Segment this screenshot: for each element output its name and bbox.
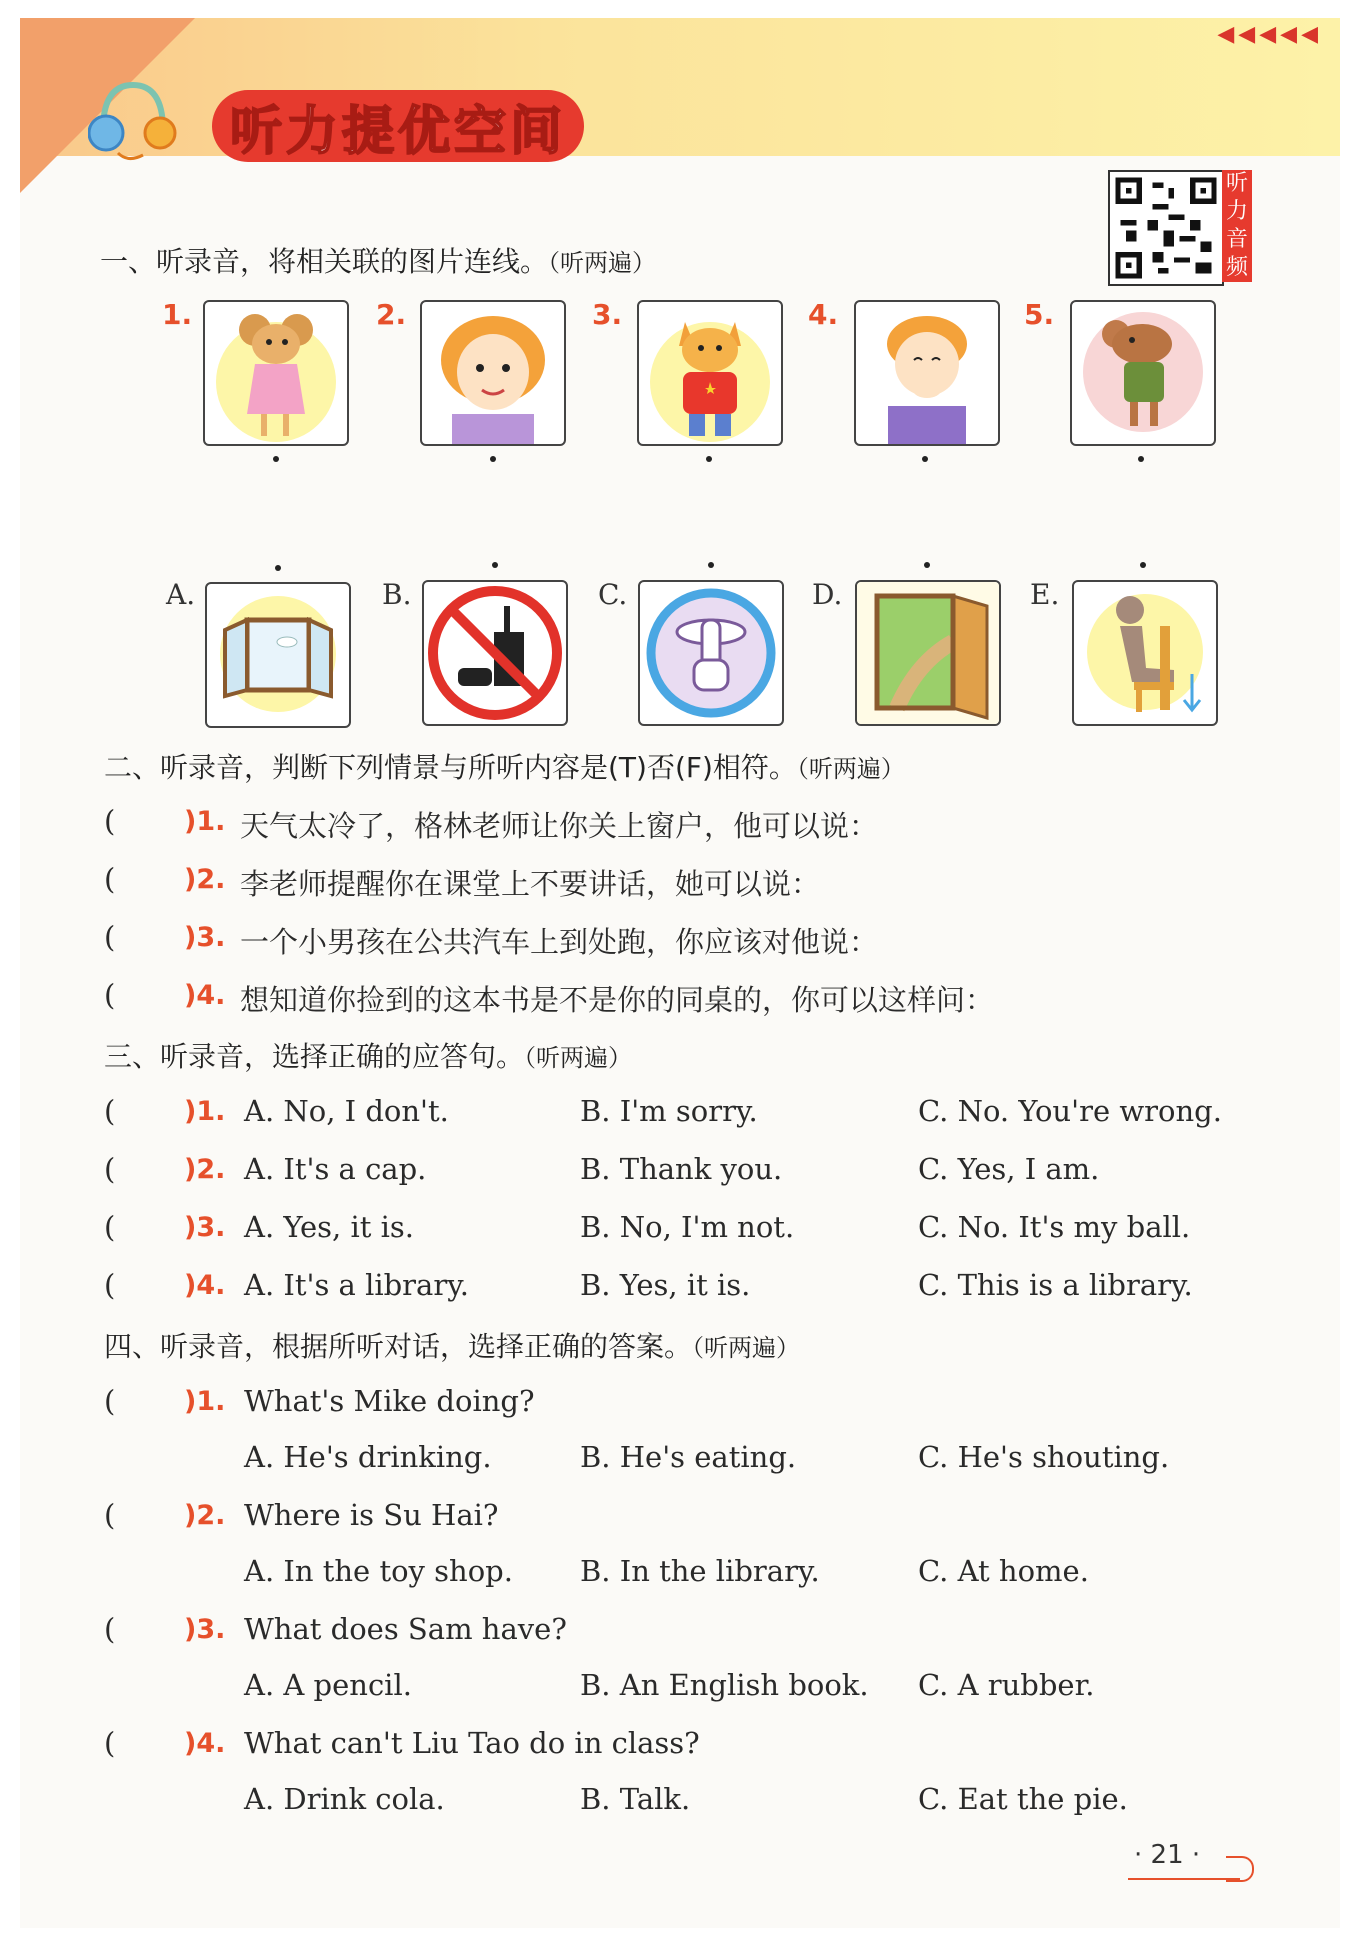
picture-number: 4. [808,298,839,331]
picture-cat [637,300,783,446]
option-b: B. Yes, it is. [580,1268,751,1302]
option-b: B. Talk. [580,1782,691,1816]
match-dot[interactable] [273,456,279,462]
option-c: C. A rubber. [918,1668,1095,1702]
question-text: Where is Su Hai? [244,1498,499,1532]
picture-sit-down [1072,580,1218,726]
picture-letter: E. [1030,578,1060,611]
question-text: 想知道你捡到的这本书是不是你的同桌的，你可以这样问： [240,983,995,1017]
option-c: C. No. You're wrong. [918,1094,1222,1128]
option-a: A. It's a cap. [244,1152,427,1186]
section2-title: 二、听录音，判断下列情景与所听内容是(T)否(F)相符。（听两遍） [104,751,905,784]
answer-blank[interactable]: ( [104,1210,116,1244]
option-b: B. No, I'm not. [580,1210,795,1244]
answer-blank[interactable]: ( [104,1384,116,1418]
match-dot[interactable] [922,456,928,462]
question-number: )1. [184,806,226,837]
qr-label: 听 力 音 频 [1222,170,1252,282]
question-number: )3. [184,922,226,953]
qr-code-icon[interactable] [1108,170,1224,286]
question-number: )2. [184,1154,226,1185]
option-a: A. He's drinking. [244,1440,492,1474]
option-a: A. A pencil. [244,1668,412,1702]
page-title-text: 听力提优空间 [230,101,567,162]
option-a: A. In the toy shop. [244,1554,513,1588]
option-a: A. Yes, it is. [244,1210,415,1244]
option-c: C. Eat the pie. [918,1782,1128,1816]
section3-title: 三、听录音，选择正确的应答句。（听两遍） [104,1040,633,1073]
question-text: 李老师提醒你在课堂上不要讲话，她可以说： [240,867,821,901]
answer-blank[interactable]: ( [104,1612,116,1646]
picture-boy [854,300,1000,446]
section1-title: 一、听录音，将相关联的图片连线。（听两遍） [100,245,657,278]
option-c: C. Yes, I am. [918,1152,1100,1186]
option-c: C. At home. [918,1554,1089,1588]
question-number: )2. [184,864,226,895]
no-food-drink-sign-icon [422,580,568,726]
answer-blank[interactable]: ( [104,1094,116,1128]
option-a: A. It's a library. [244,1268,469,1302]
question-text: What does Sam have? [244,1612,567,1646]
picture-door [855,580,1001,726]
question-number: )3. [184,1212,226,1243]
question-text: 一个小男孩在公共汽车上到处跑，你应该对他说： [240,925,879,959]
question-text: What can't Liu Tao do in class? [244,1726,700,1760]
picture-number: 3. [592,298,623,331]
match-dot[interactable] [1138,456,1144,462]
answer-blank[interactable]: ( [104,804,116,838]
page-title [212,90,584,162]
question-text: What's Mike doing? [244,1384,535,1418]
quiet-sign-icon [638,580,784,726]
option-a: A. No, I don't. [244,1094,449,1128]
question-number: )3. [184,1614,226,1645]
match-dot[interactable] [1140,562,1146,568]
arrow-decoration-icon: ◀◀◀◀◀ [1217,22,1322,47]
option-b: B. In the library. [580,1554,820,1588]
option-b: B. An English book. [580,1668,869,1702]
question-number: )4. [184,1270,226,1301]
option-b: B. I'm sorry. [580,1094,758,1128]
answer-blank[interactable]: ( [104,1268,116,1302]
question-number: )4. [184,980,226,1011]
option-b: B. Thank you. [580,1152,783,1186]
answer-blank[interactable]: ( [104,920,116,954]
picture-window [205,582,351,728]
answer-blank[interactable]: ( [104,978,116,1012]
option-c: C. He's shouting. [918,1440,1170,1474]
match-dot[interactable] [708,562,714,568]
match-dot[interactable] [490,456,496,462]
headphone-icon [88,75,178,165]
picture-number: 2. [376,298,407,331]
section4-title: 四、听录音，根据所听对话，选择正确的答案。（听两遍） [104,1330,801,1363]
picture-letter: D. [812,578,843,611]
question-number: )4. [184,1728,226,1759]
answer-blank[interactable]: ( [104,1498,116,1532]
answer-blank[interactable]: ( [104,1152,116,1186]
match-dot[interactable] [275,565,281,571]
match-dot[interactable] [706,456,712,462]
picture-girl [420,300,566,446]
question-number: )1. [184,1386,226,1417]
picture-letter: B. [382,578,412,611]
answer-blank[interactable]: ( [104,862,116,896]
picture-letter: A. [166,578,196,611]
option-c: C. This is a library. [918,1268,1193,1302]
picture-number: 5. [1024,298,1055,331]
question-number: )1. [184,1096,226,1127]
option-a: A. Drink cola. [244,1782,445,1816]
question-number: )2. [184,1500,226,1531]
page-number: · 21 · [1134,1840,1201,1870]
picture-mouse-boy [1070,300,1216,446]
match-dot[interactable] [492,562,498,568]
answer-blank[interactable]: ( [104,1726,116,1760]
picture-letter: C. [598,578,628,611]
picture-mouse-girl [203,300,349,446]
match-dot[interactable] [924,562,930,568]
picture-number: 1. [162,298,193,331]
page-hook-icon [1226,1856,1254,1882]
option-c: C. No. It's my ball. [918,1210,1191,1244]
page-number-underline [1128,1878,1240,1880]
option-b: B. He's eating. [580,1440,797,1474]
question-text: 天气太冷了，格林老师让你关上窗户，他可以说： [240,809,879,843]
